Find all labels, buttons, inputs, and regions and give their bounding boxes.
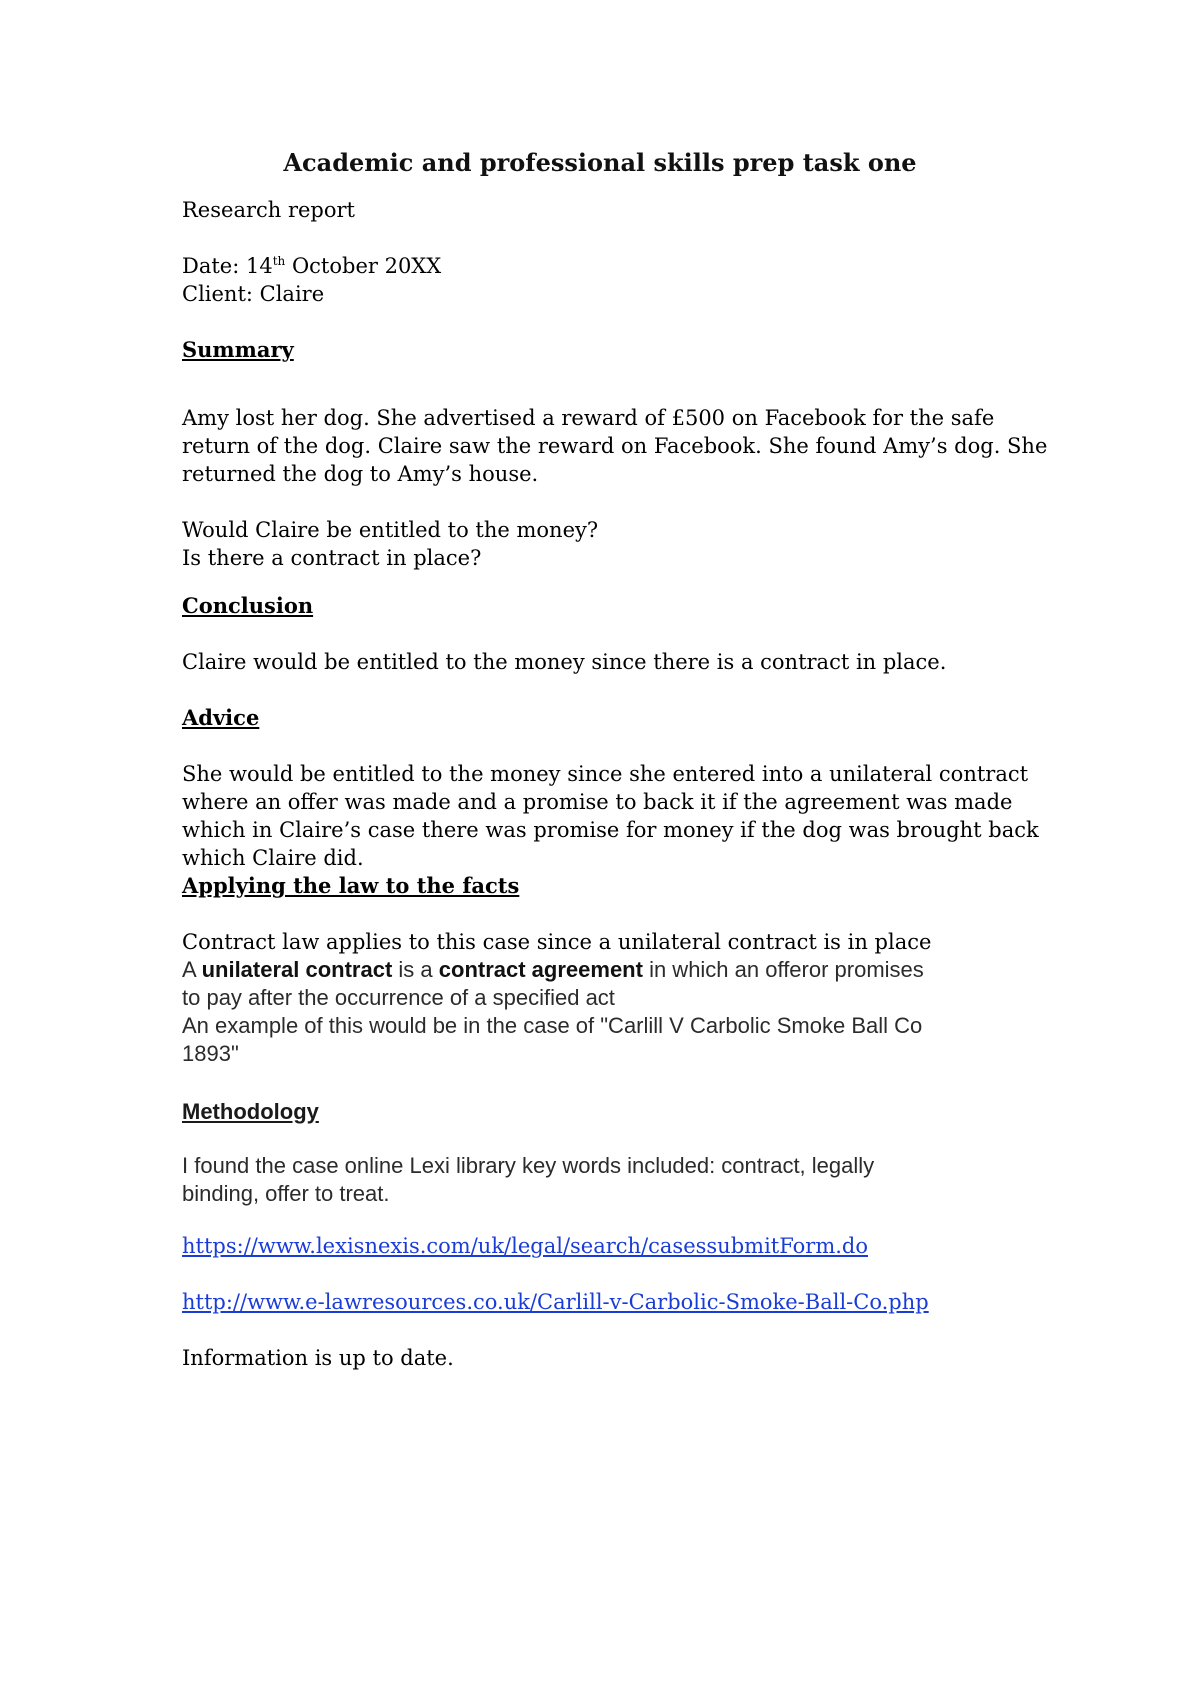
- methodology-line: I found the case online Lexi library key words included: contract, legally: [182, 1153, 875, 1178]
- summary-line: returned the dog to Amy’s house.: [182, 462, 539, 486]
- date-prefix: Date: 14: [182, 254, 273, 278]
- advice-line: where an offer was made and a promise to back it if the agreement was made: [182, 790, 1013, 814]
- definition-article: A: [182, 957, 202, 982]
- summary-heading: Summary: [182, 337, 294, 362]
- lexisnexis-link-line: [182, 1232, 1022, 1260]
- question-line: Would Claire be entitled to the money?: [182, 518, 599, 542]
- advice-line: which in Claire’s case there was promise for money if the dog was brought back: [182, 818, 1039, 842]
- applying-heading: Applying the law to the facts: [182, 873, 520, 898]
- document-title: Academic and professional skills prep task one: [283, 148, 917, 177]
- date-ordinal: th: [272, 254, 286, 268]
- summary-line: Amy lost her dog. She advertised a reward of £500 on Facebook for the safe: [182, 406, 995, 430]
- definition-line-2: to pay after the occurrence of a specified act: [182, 985, 615, 1010]
- advice-line: She would be entitled to the money since she entered into a unilateral contract: [182, 762, 1029, 786]
- term-contract-agreement: contract agreement: [438, 957, 643, 982]
- summary-line: return of the dog. Claire saw the reward on Facebook. She found Amy’s dog. She: [182, 434, 1048, 458]
- e-lawresources-link[interactable]: http://www.e-lawresources.co.uk/Carlill-v-Carbolic-Smoke-Ball-Co.php: [182, 1290, 929, 1314]
- definition-line-1: [182, 956, 1022, 984]
- question-line: Is there a contract in place?: [182, 546, 482, 570]
- conclusion-heading: Conclusion: [182, 593, 314, 618]
- lexisnexis-link[interactable]: https://www.lexisnexis.com/uk/legal/search/casessubmitForm.do: [182, 1234, 868, 1258]
- advice-heading: Advice: [182, 705, 260, 730]
- report-label: Research report: [182, 198, 355, 222]
- term-unilateral-contract: unilateral contract: [201, 957, 393, 982]
- methodology-line: binding, offer to treat.: [182, 1181, 390, 1206]
- advice-text: [182, 760, 1039, 872]
- example-line-1: An example of this would be in the case of "Carlill V Carbolic Smoke Ball Co: [182, 1013, 923, 1038]
- definition-connector: is a: [392, 957, 439, 982]
- date-line: [182, 252, 1022, 280]
- e-lawresources-link-line: [182, 1288, 1022, 1316]
- methodology-heading: Methodology: [182, 1099, 319, 1124]
- closing-note: Information is up to date.: [182, 1346, 454, 1370]
- summary-questions: [182, 516, 1022, 572]
- conclusion-text: Claire would be entitled to the money since there is a contract in place.: [182, 650, 947, 674]
- unilateral-definition: [182, 956, 1022, 1068]
- client-line: Client: Claire: [182, 282, 325, 306]
- methodology-text: [182, 1152, 1022, 1208]
- example-line-2: 1893": [182, 1041, 239, 1066]
- summary-text: [182, 404, 1048, 488]
- date-rest: October 20XX: [285, 254, 442, 278]
- applying-intro: Contract law applies to this case since a unilateral contract is in place: [182, 930, 932, 954]
- advice-line: which Claire did.: [182, 846, 364, 870]
- definition-rest: in which an offeror promises: [642, 957, 924, 982]
